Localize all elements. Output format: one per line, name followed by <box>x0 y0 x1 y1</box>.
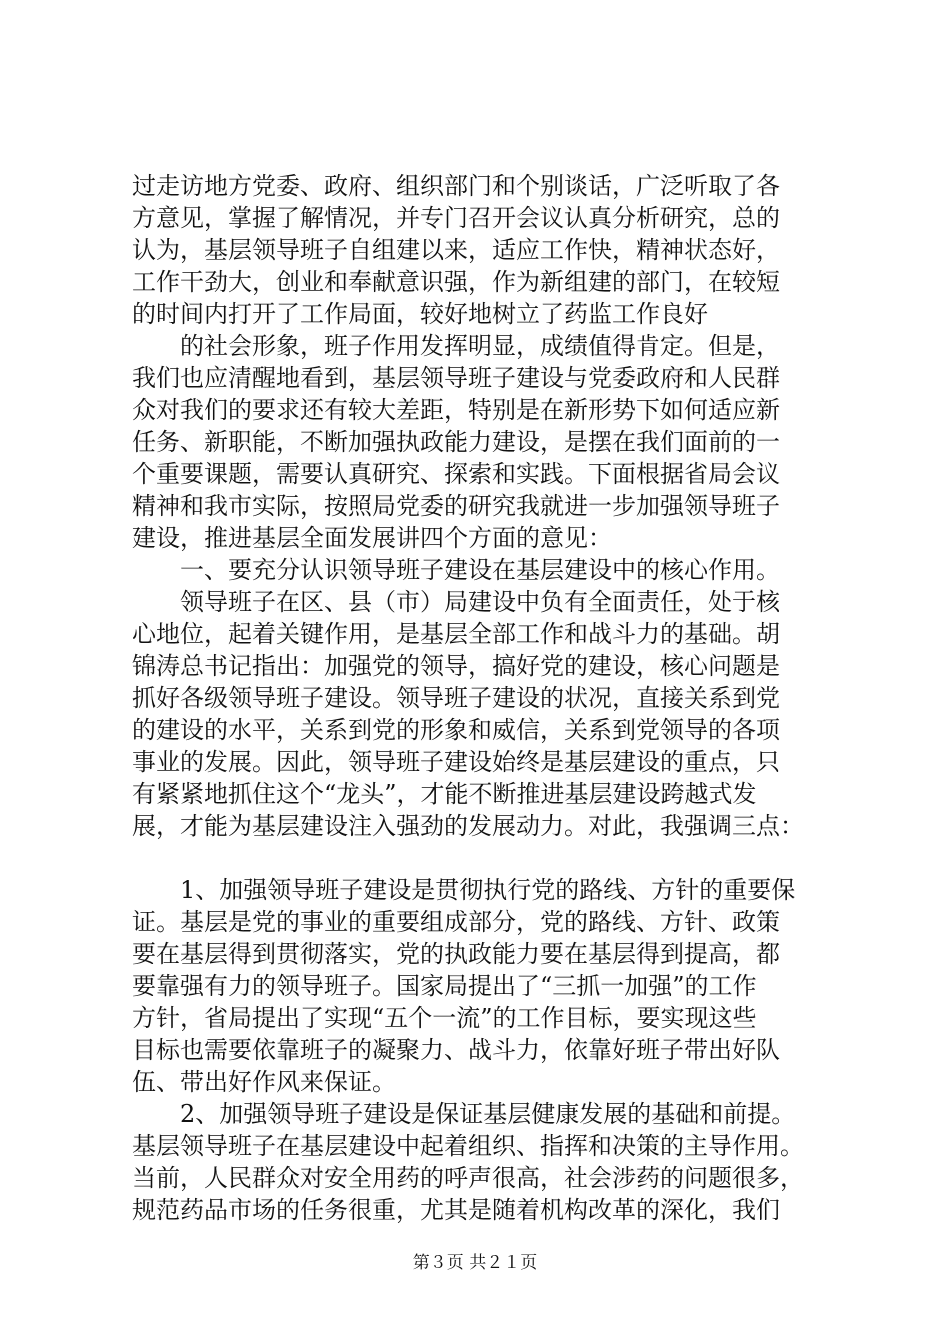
text-line: 的建设的水平，关系到党的形象和威信，关系到党领导的各项 <box>132 716 780 744</box>
text-line: 抓好各级领导班子建设。领导班子建设的状况，直接关系到党 <box>132 684 780 712</box>
text-line: 心地位，起着关键作用，是基层全部工作和战斗力的基础。胡 <box>132 620 780 648</box>
text-line: 当前，人民群众对安全用药的呼声很高，社会涉药的问题很多， <box>132 1164 804 1192</box>
text-line: 证。基层是党的事业的重要组成部分，党的路线、方针、政策 <box>132 908 780 936</box>
text-line: 方意见，掌握了解情况，并专门召开会议认真分析研究，总的 <box>132 204 780 232</box>
text-line: 锦涛总书记指出：加强党的领导，搞好党的建设，核心问题是 <box>132 652 780 680</box>
text-line: 事业的发展。因此，领导班子建设始终是基层建设的重点，只 <box>132 748 780 776</box>
text-line: 过走访地方党委、政府、组织部门和个别谈话，广泛听取了各 <box>132 172 780 200</box>
text-line: 的时间内打开了工作局面，较好地树立了药监工作良好 <box>132 300 708 328</box>
text-line: 目标也需要依靠班子的凝聚力、战斗力，依靠好班子带出好队 <box>132 1036 780 1064</box>
text-line: 方针，省局提出了实现“五个一流”的工作目标，要实现这些 <box>132 1004 757 1032</box>
text-line: 众对我们的要求还有较大差距，特别是在新形势下如何适应新 <box>132 396 780 424</box>
text-line: 精神和我市实际，按照局党委的研究我就进一步加强领导班子 <box>132 492 780 520</box>
text-line: 建设，推进基层全面发展讲四个方面的意见： <box>132 524 612 552</box>
text-line: 展，才能为基层建设注入强劲的发展动力。对此，我强调三点： <box>132 812 804 840</box>
text-line: 我们也应清醒地看到，基层领导班子建设与党委政府和人民群 <box>132 364 780 392</box>
text-line: 2、加强领导班子建设是保证基层健康发展的基础和前提。 <box>132 1100 796 1128</box>
text-line: 个重要课题，需要认真研究、探索和实践。下面根据省局会议 <box>132 460 780 488</box>
text-line: 要靠强有力的领导班子。国家局提出了“三抓一加强”的工作 <box>132 972 757 1000</box>
paragraph-gap <box>132 842 832 874</box>
text-line: 一、要充分认识领导班子建设在基层建设中的核心作用。 <box>132 556 780 584</box>
page-footer: 第３页 共２１页 <box>412 1253 538 1273</box>
text-line: 的社会形象，班子作用发挥明显，成绩值得肯定。但是， <box>132 332 780 360</box>
text-line: 有紧紧地抓住这个“龙头”，才能不断推进基层建设跨越式发 <box>132 780 757 808</box>
text-line: 基层领导班子在基层建设中起着组织、指挥和决策的主导作用。 <box>132 1132 804 1160</box>
text-line: 领导班子在区、县（市）局建设中负有全面责任，处于核 <box>132 588 780 616</box>
text-line: 工作干劲大，创业和奉献意识强，作为新组建的部门，在较短 <box>132 268 780 296</box>
text-line: 规范药品市场的任务很重，尤其是随着机构改革的深化，我们 <box>132 1196 780 1224</box>
document-body <box>132 170 832 1226</box>
text-line: 认为，基层领导班子自组建以来，适应工作快，精神状态好， <box>132 236 780 264</box>
text-line: 伍、带出好作风来保证。 <box>132 1068 396 1096</box>
text-line: 1、加强领导班子建设是贯彻执行党的路线、方针的重要保 <box>132 876 796 904</box>
text-line: 任务、新职能，不断加强执政能力建设，是摆在我们面前的一 <box>132 428 780 456</box>
text-line: 要在基层得到贯彻落实，党的执政能力要在基层得到提高，都 <box>132 940 780 968</box>
